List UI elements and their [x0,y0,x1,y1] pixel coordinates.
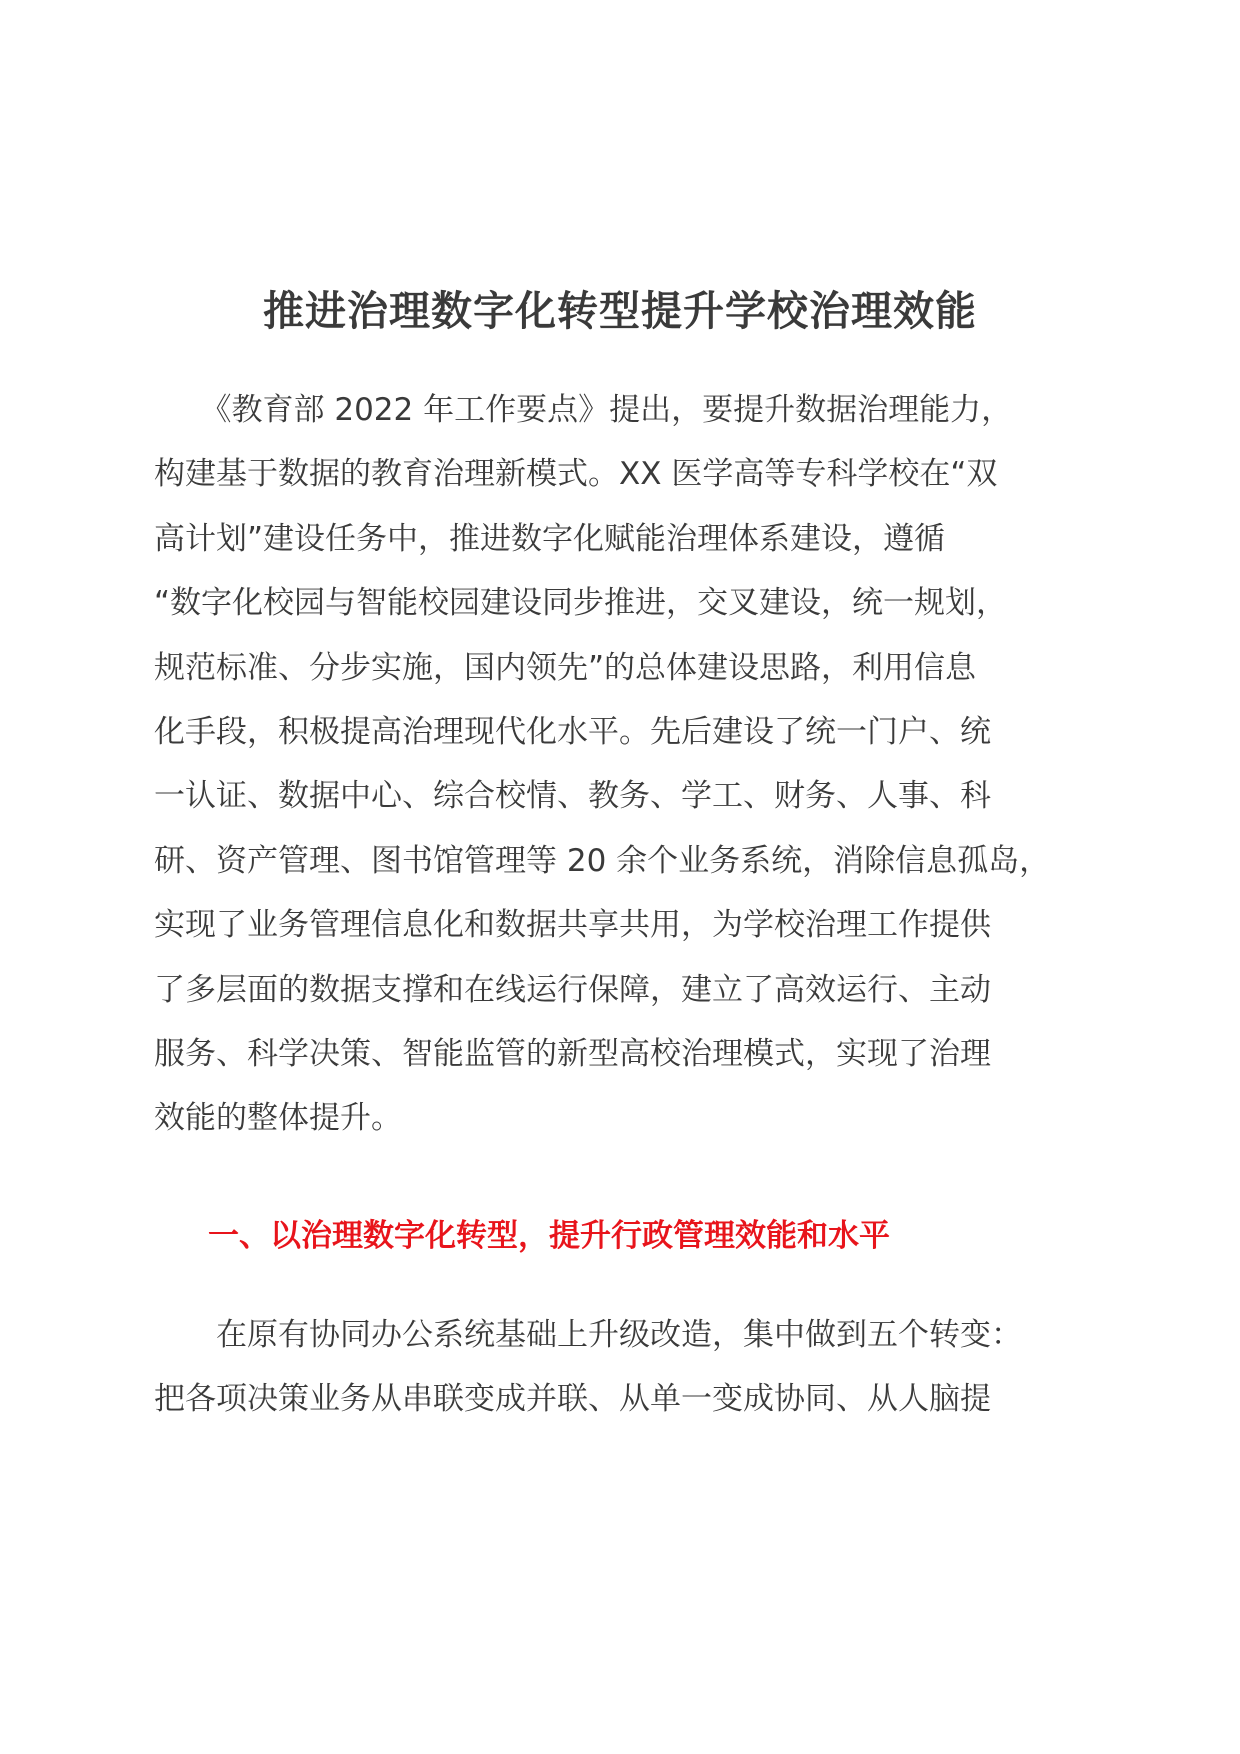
paragraph-line: 一认证、数据中心、综合校情、教务、学工、财务、人事、科 [154,778,991,815]
paragraph-line: 化手段，积极提高治理现代化水平。先后建设了统一门户、统 [154,714,991,751]
paragraph-line: 实现了业务管理信息化和数据共享共用，为学校治理工作提供 [154,907,991,944]
paragraph-line: 把各项决策业务从串联变成并联、从单一变成协同、从人脑提 [154,1381,991,1418]
paragraph-line: 《教育部 2022 年工作要点》提出，要提升数据治理能力， [154,392,1013,428]
intro-paragraph [154,378,1114,1151]
paragraph-line: 高计划”建设任务中，推进数字化赋能治理体系建设，遵循 [154,520,946,557]
document-title: 推进治理数字化转型提升学校治理效能 [263,287,977,335]
paragraph-line: 规范标准、分步实施，国内领先”的总体建设思路，利用信息 [154,649,977,686]
paragraph-line: 服务、科学决策、智能监管的新型高校治理模式，实现了治理 [154,1036,991,1073]
paragraph-line: 研、资产管理、图书馆管理等 20 余个业务系统，消除信息孤岛， [154,842,1051,879]
paragraph-line: 构建基于数据的教育治理新模式。XX 医学高等专科学校在“双 [154,456,998,493]
paragraph-line: 了多层面的数据支撑和在线运行保障，建立了高效运行、主动 [154,971,991,1008]
paragraph-line: 在原有协同办公系统基础上升级改造，集中做到五个转变： [154,1317,1022,1353]
section1-paragraph [154,1303,1114,1432]
paragraph-line: “数字化校园与智能校园建设同步推进，交叉建设，统一规划， [154,585,1008,622]
section-heading: 一、以治理数字化转型，提升行政管理效能和水平 [208,1218,890,1254]
paragraph-line: 效能的整体提升。 [154,1100,402,1137]
